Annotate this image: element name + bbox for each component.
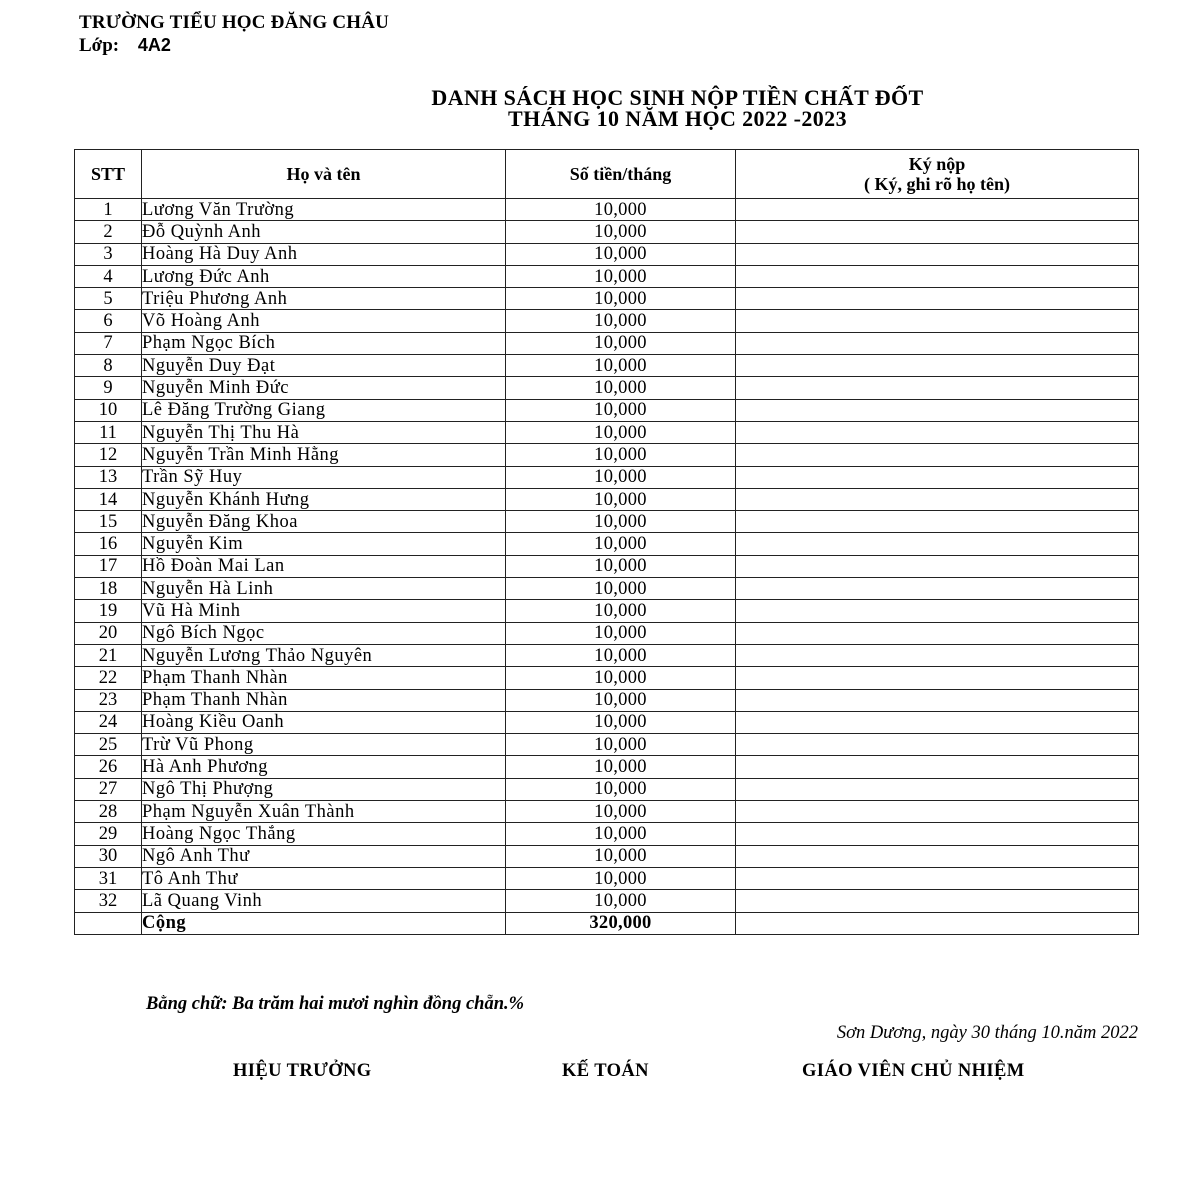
- cell-amount: 10,000: [506, 221, 736, 243]
- cell-stt: 6: [75, 310, 142, 332]
- cell-stt: 28: [75, 801, 142, 823]
- cell-stt: 3: [75, 243, 142, 265]
- total-empty-cell: [75, 912, 142, 934]
- cell-signature: [736, 355, 1139, 377]
- cell-stt: 7: [75, 332, 142, 354]
- cell-stt: 10: [75, 399, 142, 421]
- cell-student-name: Hoàng Hà Duy Anh: [142, 243, 506, 265]
- cell-stt: 9: [75, 377, 142, 399]
- table-body: [75, 199, 1139, 935]
- cell-amount: 10,000: [506, 511, 736, 533]
- cell-signature: [736, 466, 1139, 488]
- cell-amount: 10,000: [506, 444, 736, 466]
- cell-signature: [736, 555, 1139, 577]
- cell-amount: 10,000: [506, 399, 736, 421]
- cell-signature: [736, 667, 1139, 689]
- cell-signature: [736, 221, 1139, 243]
- cell-stt: 19: [75, 600, 142, 622]
- table-row: [75, 845, 1139, 867]
- cell-signature: [736, 644, 1139, 666]
- cell-signature: [736, 533, 1139, 555]
- cell-stt: 21: [75, 644, 142, 666]
- cell-student-name: Hoàng Ngọc Thắng: [142, 823, 506, 845]
- cell-amount: 10,000: [506, 845, 736, 867]
- cell-stt: 30: [75, 845, 142, 867]
- cell-student-name: Triệu Phương Anh: [142, 288, 506, 310]
- cell-student-name: Đỗ Quỳnh Anh: [142, 221, 506, 243]
- cell-stt: 20: [75, 622, 142, 644]
- cell-student-name: Phạm Ngọc Bích: [142, 332, 506, 354]
- cell-signature: [736, 890, 1139, 912]
- cell-amount: 10,000: [506, 644, 736, 666]
- table-row: [75, 890, 1139, 912]
- table-row: [75, 622, 1139, 644]
- cell-signature: [736, 689, 1139, 711]
- table-row: [75, 355, 1139, 377]
- cell-amount: 10,000: [506, 265, 736, 287]
- table-row: [75, 734, 1139, 756]
- signature-principal: HIỆU TRƯỞNG: [233, 1061, 372, 1081]
- cell-signature: [736, 845, 1139, 867]
- cell-signature: [736, 756, 1139, 778]
- cell-stt: 18: [75, 578, 142, 600]
- class-label: Lớp:: [79, 35, 120, 56]
- table-row: [75, 823, 1139, 845]
- document-subtitle: THÁNG 10 NĂM HỌC 2022 -2023: [508, 106, 847, 131]
- cell-stt: 8: [75, 355, 142, 377]
- cell-amount: 10,000: [506, 310, 736, 332]
- table-row: [75, 265, 1139, 287]
- cell-stt: 22: [75, 667, 142, 689]
- document-title: DANH SÁCH HỌC SINH NỘP TIỀN CHẤT ĐỐT: [431, 85, 924, 110]
- cell-amount: 10,000: [506, 355, 736, 377]
- cell-signature: [736, 332, 1139, 354]
- cell-stt: 23: [75, 689, 142, 711]
- header-name: Họ và tên: [142, 150, 506, 199]
- cell-stt: 16: [75, 533, 142, 555]
- cell-student-name: Nguyễn Trần Minh Hằng: [142, 444, 506, 466]
- table-row: [75, 488, 1139, 510]
- cell-student-name: Ngô Thị Phượng: [142, 778, 506, 800]
- cell-signature: [736, 310, 1139, 332]
- school-name: TRƯỜNG TIỂU HỌC ĐĂNG CHÂU: [79, 12, 390, 33]
- student-payment-table: [74, 149, 1139, 935]
- cell-amount: 10,000: [506, 243, 736, 265]
- cell-amount: 10,000: [506, 890, 736, 912]
- table-row: [75, 399, 1139, 421]
- table-row: [75, 801, 1139, 823]
- cell-signature: [736, 444, 1139, 466]
- table-row: [75, 578, 1139, 600]
- cell-amount: 10,000: [506, 622, 736, 644]
- cell-student-name: Hà Anh Phương: [142, 756, 506, 778]
- table-row: [75, 288, 1139, 310]
- cell-amount: 10,000: [506, 689, 736, 711]
- cell-stt: 11: [75, 421, 142, 443]
- cell-amount: 10,000: [506, 600, 736, 622]
- total-row: [75, 912, 1139, 934]
- header-signature-line2: ( Ký, ghi rõ họ tên): [864, 174, 1010, 194]
- cell-student-name: Nguyễn Kim: [142, 533, 506, 555]
- cell-signature: [736, 801, 1139, 823]
- cell-stt: 4: [75, 265, 142, 287]
- table-row: [75, 778, 1139, 800]
- cell-stt: 27: [75, 778, 142, 800]
- cell-stt: 26: [75, 756, 142, 778]
- cell-student-name: Phạm Nguyễn Xuân Thành: [142, 801, 506, 823]
- cell-stt: 29: [75, 823, 142, 845]
- cell-stt: 14: [75, 488, 142, 510]
- signature-homeroom-teacher: GIÁO VIÊN CHỦ NHIỆM: [802, 1061, 1025, 1081]
- class-value: 4A2: [137, 35, 171, 55]
- cell-amount: 10,000: [506, 667, 736, 689]
- cell-amount: 10,000: [506, 555, 736, 577]
- cell-signature: [736, 288, 1139, 310]
- table-row: [75, 466, 1139, 488]
- header-signature: [736, 150, 1139, 199]
- cell-student-name: Lương Văn Trường: [142, 199, 506, 221]
- cell-signature: [736, 578, 1139, 600]
- cell-amount: 10,000: [506, 199, 736, 221]
- table-row: [75, 199, 1139, 221]
- total-signature-cell: [736, 912, 1139, 934]
- cell-stt: 32: [75, 890, 142, 912]
- table-row: [75, 867, 1139, 889]
- cell-signature: [736, 711, 1139, 733]
- cell-student-name: Nguyễn Minh Đức: [142, 377, 506, 399]
- amount-in-words: Bằng chữ: Ba trăm hai mươi nghìn đồng chẵn.%: [146, 994, 525, 1014]
- table-header: [75, 150, 1139, 199]
- date-line: Sơn Dương, ngày 30 tháng 10.năm 2022: [836, 1023, 1138, 1043]
- cell-amount: 10,000: [506, 288, 736, 310]
- cell-amount: 10,000: [506, 778, 736, 800]
- cell-amount: 10,000: [506, 578, 736, 600]
- cell-amount: 10,000: [506, 332, 736, 354]
- table-row: [75, 421, 1139, 443]
- cell-signature: [736, 377, 1139, 399]
- cell-signature: [736, 243, 1139, 265]
- cell-signature: [736, 265, 1139, 287]
- signature-accountant: KẾ TOÁN: [562, 1061, 649, 1081]
- cell-stt: 31: [75, 867, 142, 889]
- cell-student-name: Phạm Thanh Nhàn: [142, 689, 506, 711]
- cell-amount: 10,000: [506, 756, 736, 778]
- cell-signature: [736, 488, 1139, 510]
- cell-student-name: Nguyễn Hà Linh: [142, 578, 506, 600]
- cell-stt: 1: [75, 199, 142, 221]
- table-row: [75, 332, 1139, 354]
- cell-stt: 2: [75, 221, 142, 243]
- table-row: [75, 243, 1139, 265]
- cell-amount: 10,000: [506, 488, 736, 510]
- cell-signature: [736, 622, 1139, 644]
- table-row: [75, 667, 1139, 689]
- table-row: [75, 377, 1139, 399]
- cell-student-name: Vũ Hà Minh: [142, 600, 506, 622]
- cell-student-name: Tô Anh Thư: [142, 867, 506, 889]
- table-row: [75, 511, 1139, 533]
- total-label: Cộng: [142, 912, 506, 934]
- cell-stt: 5: [75, 288, 142, 310]
- cell-signature: [736, 199, 1139, 221]
- table-row: [75, 310, 1139, 332]
- cell-student-name: Ngô Bích Ngọc: [142, 622, 506, 644]
- cell-signature: [736, 600, 1139, 622]
- cell-amount: 10,000: [506, 421, 736, 443]
- cell-student-name: Phạm Thanh Nhàn: [142, 667, 506, 689]
- table-row: [75, 555, 1139, 577]
- cell-stt: 17: [75, 555, 142, 577]
- cell-student-name: Nguyễn Khánh Hưng: [142, 488, 506, 510]
- cell-amount: 10,000: [506, 823, 736, 845]
- cell-signature: [736, 778, 1139, 800]
- header-stt: STT: [75, 150, 142, 199]
- cell-student-name: Nguyễn Lương Thảo Nguyên: [142, 644, 506, 666]
- table-row: [75, 600, 1139, 622]
- cell-amount: 10,000: [506, 801, 736, 823]
- cell-amount: 10,000: [506, 466, 736, 488]
- header-signature-line1: Ký nộp: [908, 154, 966, 174]
- cell-stt: 25: [75, 734, 142, 756]
- cell-signature: [736, 511, 1139, 533]
- cell-signature: [736, 823, 1139, 845]
- cell-student-name: Nguyễn Đăng Khoa: [142, 511, 506, 533]
- cell-student-name: Hồ Đoàn Mai Lan: [142, 555, 506, 577]
- table-row: [75, 444, 1139, 466]
- cell-signature: [736, 399, 1139, 421]
- cell-student-name: Lê Đăng Trường Giang: [142, 399, 506, 421]
- cell-stt: 15: [75, 511, 142, 533]
- cell-student-name: Võ Hoàng Anh: [142, 310, 506, 332]
- cell-student-name: Trần Sỹ Huy: [142, 466, 506, 488]
- cell-signature: [736, 867, 1139, 889]
- table-row: [75, 689, 1139, 711]
- table-row: [75, 756, 1139, 778]
- cell-amount: 10,000: [506, 533, 736, 555]
- cell-amount: 10,000: [506, 377, 736, 399]
- cell-student-name: Lương Đức Anh: [142, 265, 506, 287]
- cell-student-name: Trừ Vũ Phong: [142, 734, 506, 756]
- cell-stt: 24: [75, 711, 142, 733]
- cell-signature: [736, 734, 1139, 756]
- cell-student-name: Nguyễn Thị Thu Hà: [142, 421, 506, 443]
- cell-student-name: Ngô Anh Thư: [142, 845, 506, 867]
- cell-student-name: Hoàng Kiều Oanh: [142, 711, 506, 733]
- cell-student-name: Lã Quang Vinh: [142, 890, 506, 912]
- header-amount: Số tiền/tháng: [506, 150, 736, 199]
- class-line: [79, 35, 171, 57]
- total-amount: 320,000: [506, 912, 736, 934]
- cell-student-name: Nguyễn Duy Đạt: [142, 355, 506, 377]
- cell-amount: 10,000: [506, 734, 736, 756]
- cell-amount: 10,000: [506, 711, 736, 733]
- table-row: [75, 644, 1139, 666]
- cell-stt: 12: [75, 444, 142, 466]
- cell-signature: [736, 421, 1139, 443]
- cell-amount: 10,000: [506, 867, 736, 889]
- table-row: [75, 711, 1139, 733]
- cell-stt: 13: [75, 466, 142, 488]
- table-row: [75, 221, 1139, 243]
- table-row: [75, 533, 1139, 555]
